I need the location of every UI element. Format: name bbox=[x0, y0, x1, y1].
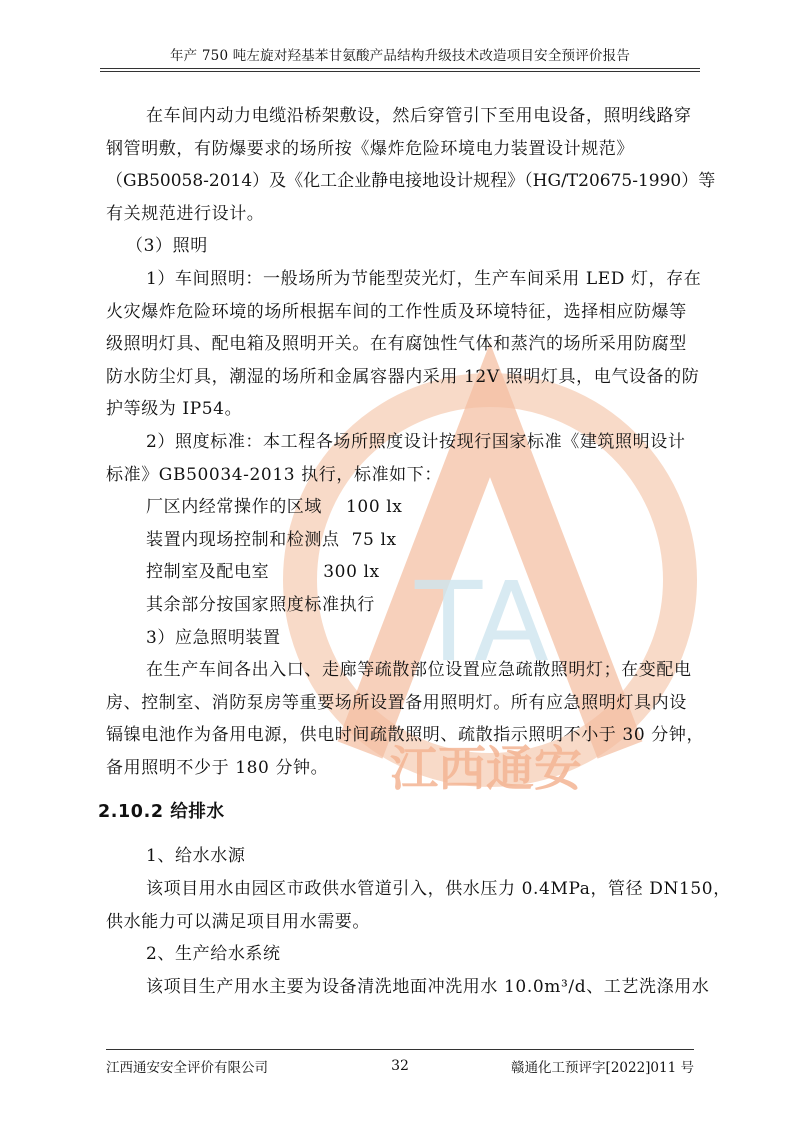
paragraph-line: 在生产车间各出入口、走廊等疏散部位设置应急疏散照明灯；在变配电 bbox=[146, 660, 692, 681]
subheading: 3）应急照明装置 bbox=[146, 627, 281, 648]
illuminance-item: 厂区内经常操作的区域 100 lx bbox=[146, 497, 403, 518]
paragraph-line: 有关规范进行设计。 bbox=[106, 203, 265, 224]
watermark-letters: TA bbox=[415, 558, 549, 686]
paragraph-line: 供水能力可以满足项目用水需要。 bbox=[106, 911, 370, 932]
section-title: 2.10.2 给排水 bbox=[98, 802, 225, 823]
paragraph-line: 该项目生产用水主要为设备清洗地面冲洗用水 10.0m³/d、工艺洗涤用水 bbox=[146, 976, 710, 997]
paragraph-line: 1）车间照明：一般场所为节能型荧光灯，生产车间采用 LED 灯，存在 bbox=[146, 268, 702, 289]
paragraph-line: 其余部分按国家照度标准执行 bbox=[146, 594, 375, 615]
paragraph-line: （GB50058-2014）及《化工企业静电接地设计规程》（HG/T20675-1990）等 bbox=[106, 171, 716, 192]
paragraph-line: 护等级为 IP54。 bbox=[106, 399, 243, 420]
paragraph-line: 在车间内动力电缆沿桥架敷设，然后穿管引下至用电设备，照明线路穿 bbox=[146, 106, 692, 126]
document-body bbox=[98, 100, 731, 1003]
paragraph-line: 标准》GB50034-2013 执行，标准如下： bbox=[106, 464, 442, 485]
paragraph-line: 钢管明敷，有防爆要求的场所按《爆炸危险环境电力装置设计规范》 bbox=[106, 138, 634, 159]
footer-doc-number: 赣通化工预评字[2022]011 号 bbox=[511, 1060, 694, 1076]
subheading: （3）照明 bbox=[126, 236, 208, 257]
paragraph-line: 镉镍电池作为备用电源，供电时间疏散照明、疏散指示照明不小于 30 分钟， bbox=[106, 725, 705, 746]
paragraph-line: 2）照度标准：本工程各场所照度设计按现行国家标准《建筑照明设计 bbox=[146, 431, 686, 452]
page-footer bbox=[106, 1049, 694, 1076]
paragraph-line: 房、控制室、消防泵房等重要场所设置备用照明灯。所有应急照明灯具内设 bbox=[106, 692, 687, 713]
paragraph-line: 该项目用水由园区市政供水管道引入，供水压力 0.4MPa，管径 DN150， bbox=[146, 879, 731, 900]
paragraph-line: 火灾爆炸危险环境的场所根据车间的工作性质及环境特征，选择相应防爆等 bbox=[106, 301, 687, 322]
header-rule bbox=[100, 71, 700, 72]
watermark-text: 江西通安 bbox=[390, 741, 583, 797]
paragraph-line: 备用照明不少于 180 分钟。 bbox=[106, 757, 329, 778]
page-number: 32 bbox=[391, 1058, 409, 1074]
footer-company: 江西通安安全评价有限公司 bbox=[106, 1060, 268, 1076]
paragraph-line: 防水防尘灯具，潮湿的场所和金属容器内采用 12V 照明灯具，电气设备的防 bbox=[106, 366, 700, 387]
subheading: 2、生产给水系统 bbox=[146, 944, 281, 965]
subheading: 1、给水水源 bbox=[146, 846, 246, 867]
paragraph-line: 级照明灯具、配电箱及照明开关。在有腐蚀性气体和蒸汽的场所采用防腐型 bbox=[106, 334, 687, 355]
illuminance-item: 控制室及配电室 300 lx bbox=[146, 562, 380, 583]
illuminance-item: 装置内现场控制和检测点 75 lx bbox=[146, 529, 397, 550]
page-header: 年产 750 吨左旋对羟基苯甘氨酸产品结构升级技术改造项目安全预评价报告 bbox=[100, 44, 700, 69]
